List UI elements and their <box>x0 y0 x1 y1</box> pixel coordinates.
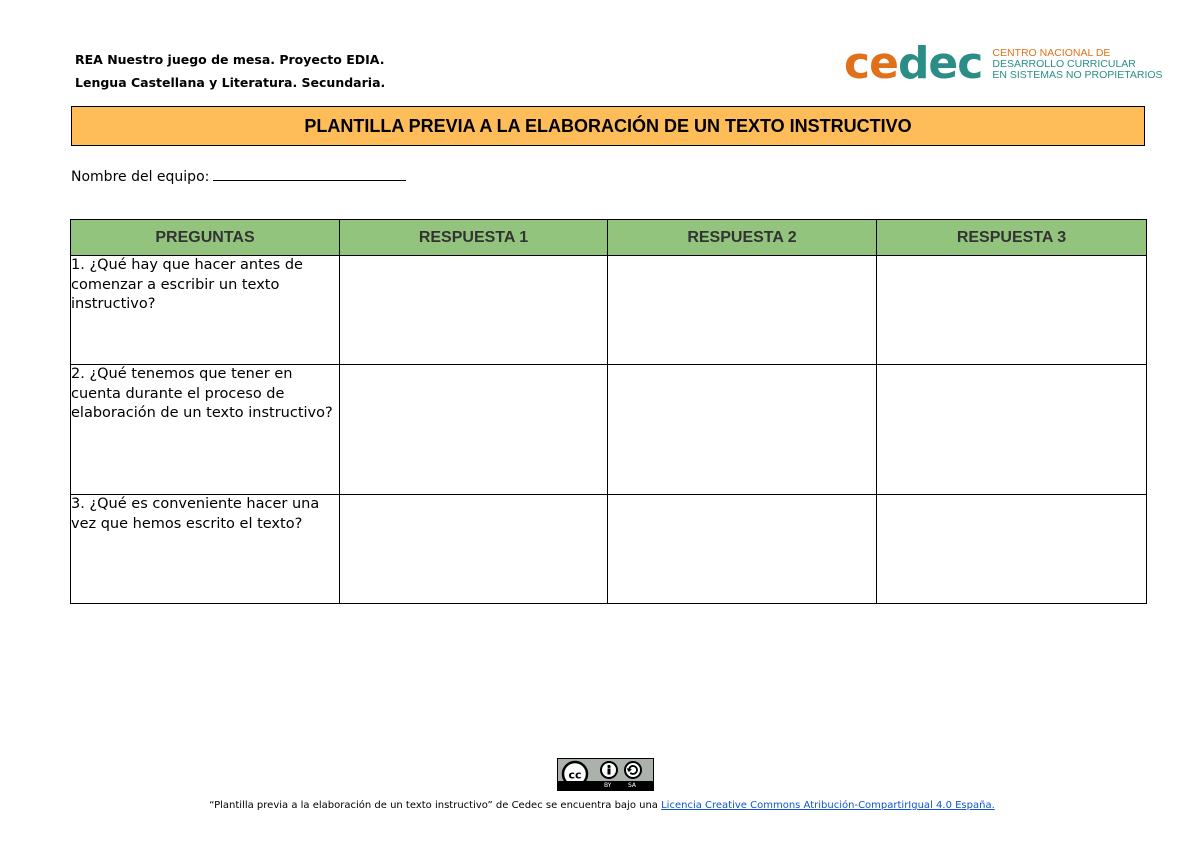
table-row <box>71 256 1147 365</box>
svg-text:cc: cc <box>568 768 582 782</box>
answer-cell[interactable] <box>877 495 1147 604</box>
table-row <box>71 495 1147 604</box>
questions-table <box>70 219 1147 604</box>
sa-sharealike-icon <box>625 762 641 778</box>
answer-cell[interactable] <box>877 365 1147 495</box>
column-header-respuesta-2: RESPUESTA 2 <box>608 220 877 256</box>
answer-cell[interactable] <box>608 365 877 495</box>
cedec-logo <box>844 38 1163 89</box>
column-header-respuesta-1: RESPUESTA 1 <box>340 220 608 256</box>
answer-cell[interactable] <box>340 365 608 495</box>
team-name-field[interactable] <box>71 166 406 185</box>
cedec-logo-subtitle: CENTRO NACIONAL DE DESARROLLO CURRICULAR EN SISTEMAS NO PROPIETARIOS <box>992 46 1163 81</box>
team-name-label: Nombre del equipo: <box>71 169 210 185</box>
question-cell: 2. ¿Qué tenemos que tener en cuenta durante el proceso de elaboración de un texto instructivo? <box>71 365 340 495</box>
column-header-preguntas: PREGUNTAS <box>71 220 340 256</box>
footer-text: “Plantilla previa a la elaboración de un texto instructivo” de Cedec se encuentra bajo una <box>209 800 662 811</box>
answer-cell[interactable] <box>340 256 608 365</box>
answer-cell[interactable] <box>608 495 877 604</box>
cedec-logo-word: cedec <box>844 38 983 89</box>
table-header-row <box>71 220 1147 256</box>
cc-by-sa-badge: cc BY SA <box>557 758 654 791</box>
header-line-2: Lengua Castellana y Literatura. Secundaria. <box>75 75 386 90</box>
header-line-1: REA Nuestro juego de mesa. Proyecto EDIA. <box>75 52 385 67</box>
column-header-respuesta-3: RESPUESTA 3 <box>877 220 1147 256</box>
license-footer <box>0 800 1204 811</box>
team-name-blank-line[interactable] <box>213 166 406 181</box>
document-header <box>75 48 385 94</box>
question-cell: 1. ¿Qué hay que hacer antes de comenzar a escribir un texto instructivo? <box>71 256 340 365</box>
question-cell: 3. ¿Qué es conveniente hacer una vez que hemos escrito el texto? <box>71 495 340 604</box>
answer-cell[interactable] <box>877 256 1147 365</box>
table-row <box>71 365 1147 495</box>
license-link[interactable]: Licencia Creative Commons Atribución-CompartirIgual 4.0 España. <box>661 800 995 811</box>
answer-cell[interactable] <box>340 495 608 604</box>
answer-cell[interactable] <box>608 256 877 365</box>
page-title: PLANTILLA PREVIA A LA ELABORACIÓN DE UN TEXTO INSTRUCTIVO <box>71 106 1145 146</box>
